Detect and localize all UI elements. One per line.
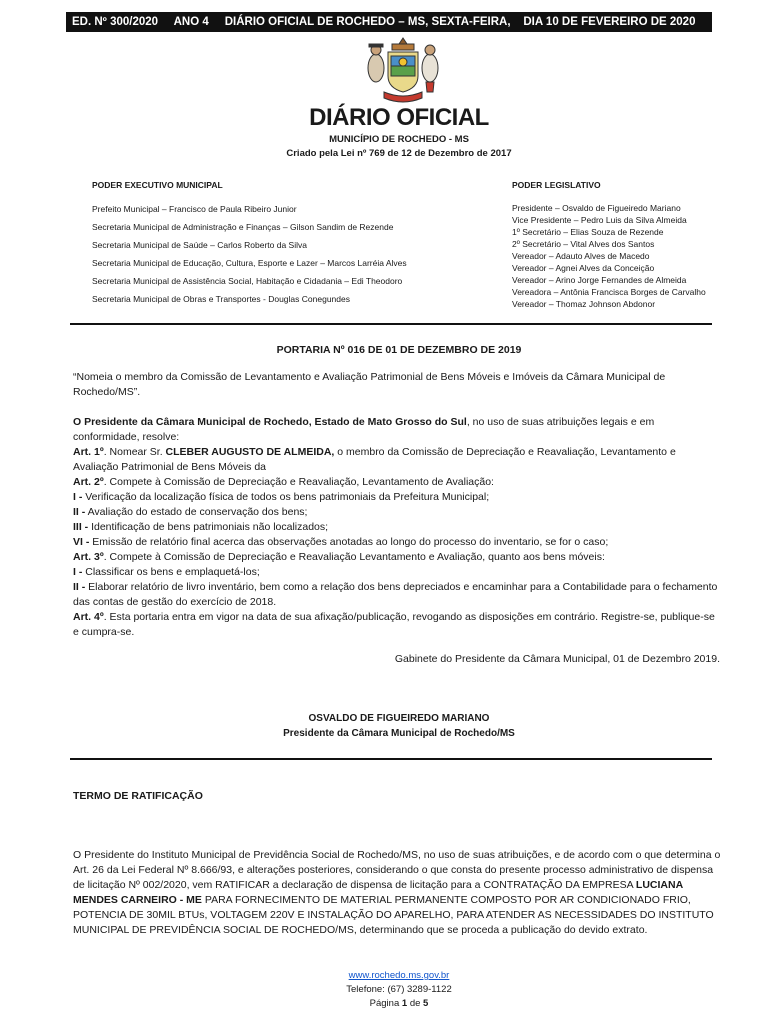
legislative-item: 1º Secretário – Elias Souza de Rezende <box>512 227 664 237</box>
page-label: Página <box>369 998 400 1009</box>
section-divider <box>70 323 712 325</box>
termo-body <box>73 848 723 938</box>
legislative-item: Vereadora – Antônia Francisca Borges de Carvalho <box>512 287 706 297</box>
list-item <box>73 580 723 610</box>
page-indicator <box>0 998 770 1009</box>
appointee-name: CLEBER AUGUSTO DE ALMEIDA, <box>165 446 335 458</box>
article-label: Art. 3º <box>73 551 104 563</box>
masthead-text: DIÁRIO OFICIAL DE ROCHEDO – MS, SEXTA-FEIRA, <box>224 16 511 28</box>
executive-item: Secretaria Municipal de Educação, Cultura, Esporte e Lazer – Marcos Larréia Alves <box>92 258 407 268</box>
executive-item: Secretaria Municipal de Saúde – Carlos Roberto da Silva <box>92 240 307 250</box>
portaria-ementa: “Nomeia o membro da Comissão de Levantamento e Avaliação Patrimonial de Bens Móveis e Imóveis da Câmara Municipal de Rochedo/MS”. <box>73 371 666 398</box>
item-text: Emissão de relatório final acerca das observações anotadas ao longo do processo do inventario, se for o caso; <box>89 536 609 548</box>
portaria-intro <box>73 415 723 445</box>
list-item <box>73 520 723 535</box>
executive-item: Prefeito Municipal – Francisco de Paula Ribeiro Junior <box>92 204 297 214</box>
article-text: . Compete à Comissão de Depreciação e Reavaliação, Levantamento de Avaliação: <box>103 476 494 488</box>
article-1 <box>73 445 723 475</box>
list-item <box>73 505 723 520</box>
article-2 <box>73 475 723 490</box>
legislative-item: 2º Secretário – Vital Alves dos Santos <box>512 239 655 249</box>
item-number: II - <box>73 506 86 518</box>
intro-bold: O Presidente da Câmara Municipal de Rochedo, Estado de Mato Grosso do Sul <box>73 416 467 428</box>
page-current: 1 <box>401 998 408 1009</box>
intro-rest: , no uso de suas atribuições legais e em conformidade, resolve: <box>73 416 655 443</box>
edition-number: ED. Nº 300/2020 <box>72 16 159 28</box>
gabinete-date-line: Gabinete do Presidente da Câmara Municipal, 01 de Dezembro 2019. <box>394 653 720 665</box>
list-item <box>73 535 723 550</box>
edition-year: ANO 4 <box>173 16 209 28</box>
page-total: 5 <box>423 998 429 1009</box>
portaria-title: PORTARIA Nº 016 DE 01 DE DEZEMBRO DE 2019 <box>276 344 522 356</box>
legislative-column <box>512 180 742 310</box>
company-name: LUCIANA MENDES CARNEIRO - ME <box>73 879 683 906</box>
termo-text: O Presidente do Instituto Municipal de Previdência Social de Rochedo/MS, no uso de suas atribuições, e de acordo com o que determina o Art. 26 da Lei Federal Nº 8.666/93, e alterações posteriores, considerando o que consta do presente processo administrativo de dispensa de licitação Nº 002/2020, vem RATIFICAR a declaração de dispensa de licitação para a CONTRATAÇÃO DA EMPRESA <box>73 849 721 891</box>
website-link[interactable]: www.rochedo.ms.gov.br <box>348 970 450 981</box>
executive-item: Secretaria Municipal de Assistência Social, Habitação e Cidadania – Edi Theodoro <box>92 276 403 286</box>
article-label: Art. 4º <box>73 611 104 623</box>
list-item <box>73 490 723 505</box>
section-divider <box>70 758 712 760</box>
footer-phone: Telefone: (67) 3289-1122 <box>346 984 452 995</box>
item-number: III - <box>73 521 89 533</box>
legislative-item: Vereador – Adauto Alves de Macedo <box>512 251 650 261</box>
edition-header-bar <box>66 12 712 32</box>
article-3 <box>73 550 723 565</box>
termo-text: PARA FORNECIMENTO DE MATERIAL PERMANENTE COMPOSTO POR AR CONDICIONADO FRIO, POTENCIA DE 30MIL BTUs, VOLTAGEM 220V E INSTALAÇÃO DO APARELHO, PARA ATENDER AS NECESSIDADES DO INSTITUTO MUNICIPAL DE PREVIDÊNCIA SOCIAL DE ROCHEDO/MS, determinando que se proceda a publicação do devido extrato. <box>73 894 714 936</box>
portaria-body <box>73 415 723 640</box>
coat-of-arms-icon <box>358 36 448 106</box>
item-number: II - <box>73 581 86 593</box>
municipality-subtitle: MUNICÍPIO DE ROCHEDO - MS <box>329 134 469 145</box>
signer-name: OSVALDO DE FIGUEIREDO MARIANO <box>308 713 490 724</box>
creation-law-subtitle: Criado pela Lei nº 769 de 12 de Dezembro de 2017 <box>286 148 512 159</box>
executive-item: Secretaria Municipal de Obras e Transportes - Douglas Conegundes <box>92 294 350 304</box>
executive-item: Secretaria Municipal de Administração e Finanças – Gilson Sandim de Rezende <box>92 222 394 232</box>
signer-role: Presidente da Câmara Municipal de Rochedo/MS <box>283 728 515 739</box>
legislative-item: Presidente – Osvaldo de Figueiredo Mariano <box>512 203 681 213</box>
legislative-item: Vereador – Thomaz Johnson Abdonor <box>512 299 656 309</box>
article-text: . Compete à Comissão de Depreciação e Reavaliação Levantamento e Avaliação, quanto aos bens móveis: <box>103 551 605 563</box>
footer-website <box>0 970 770 981</box>
article-text: . Esta portaria entra em vigor na data de sua afixação/publicação, revogando as disposições em contrário. Registre-se, publique-se e cumpra-se. <box>73 611 715 638</box>
item-number: VI - <box>73 536 90 548</box>
item-text: Identificação de bens patrimoniais não localizados; <box>88 521 329 533</box>
legislative-item: Vereador – Agnei Alves da Conceição <box>512 263 655 273</box>
legislative-item: Vereador – Arino Jorge Fernandes de Almeida <box>512 275 687 285</box>
article-label: Art. 2º <box>73 476 104 488</box>
page-of: de <box>409 998 421 1009</box>
gazette-title: DIÁRIO OFICIAL <box>309 104 489 131</box>
article-label: Art. 1º <box>73 446 104 458</box>
item-number: I - <box>73 491 83 503</box>
legislative-item: Vice Presidente – Pedro Luis da Silva Almeida <box>512 215 687 225</box>
item-text: Elaborar relatório de livro inventário, bem como a relação dos bens depreciados e encaminhar para a Contabilidade para o fechamento das contas de gestão do exercício de 2018. <box>73 581 718 608</box>
executive-column <box>92 180 492 312</box>
article-text: . Nomear Sr. <box>103 446 166 458</box>
list-item <box>73 565 723 580</box>
item-text: Verificação da localização física de todos os bens patrimoniais da Prefeitura Municipal; <box>82 491 490 503</box>
item-number: I - <box>73 566 83 578</box>
termo-title: TERMO DE RATIFICAÇÃO <box>73 790 203 802</box>
item-text: Avaliação do estado de conservação dos bens; <box>85 506 308 518</box>
item-text: Classificar os bens e emplaquetá-los; <box>82 566 260 578</box>
legislative-heading: PODER LEGISLATIVO <box>512 180 601 190</box>
article-4 <box>73 610 723 640</box>
executive-heading: PODER EXECUTIVO MUNICIPAL <box>92 180 223 190</box>
edition-date: DIA 10 DE FEVEREIRO DE 2020 <box>523 16 696 28</box>
article-text: o membro da Comissão de Depreciação e Reavaliação, Levantamento e Avaliação Patrimonial de Bens Móveis da <box>73 446 676 473</box>
